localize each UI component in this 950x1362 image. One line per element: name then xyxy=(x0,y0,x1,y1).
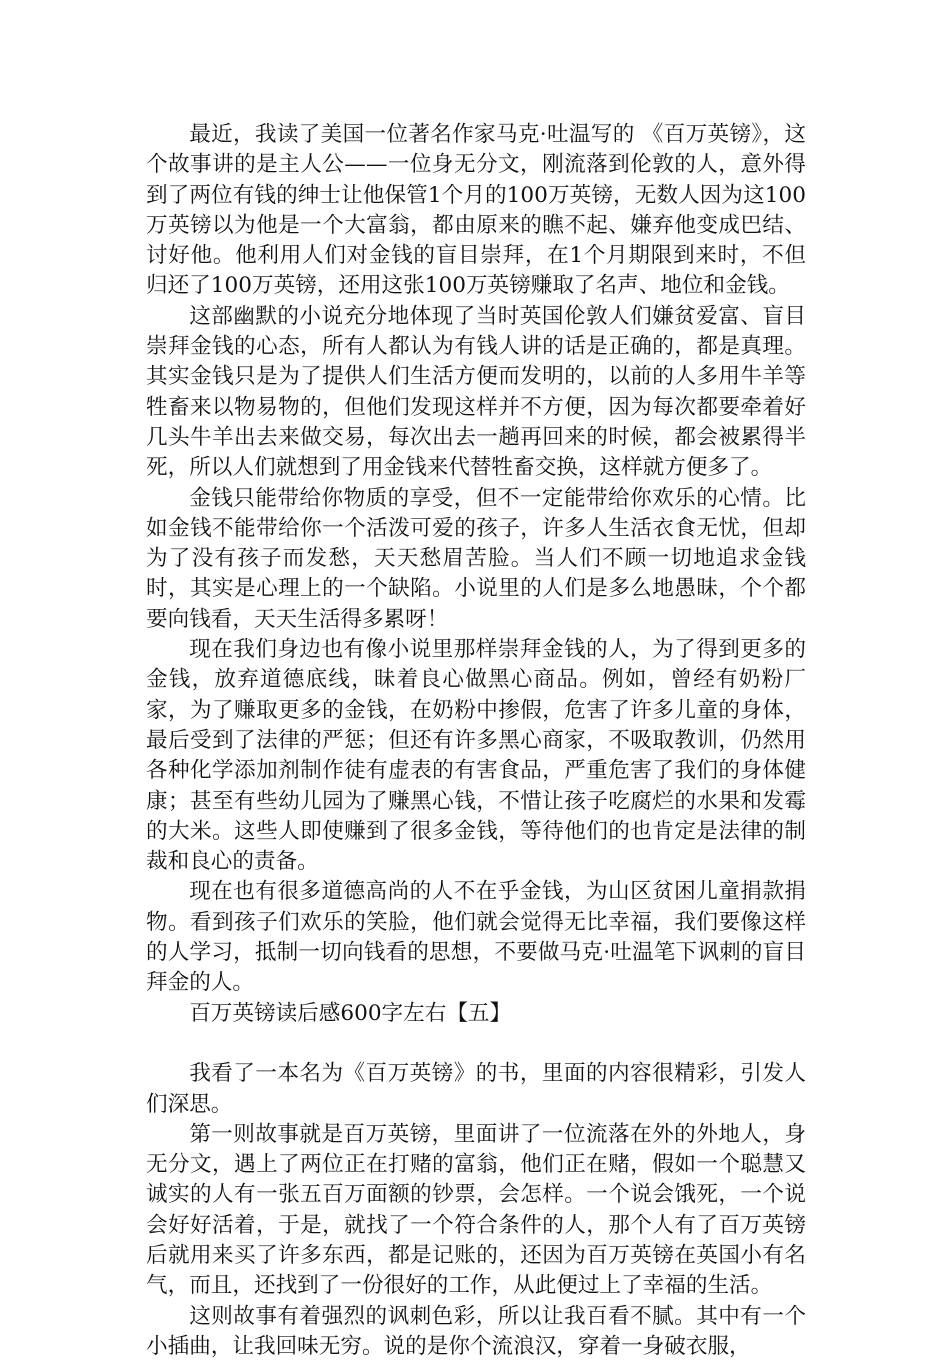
paragraph: 这部幽默的小说充分地体现了当时英国伦敦人们嫌贫爱富、盲目崇拜金钱的心态，所有人都认为有钱人讲的话是正确的，都是真理。其实金钱只是为了提供人们生活方便而发明的，以前的人多用牛羊等牲畜来以物易物的，但他们发现这样并不方便，因为每次都要牵着好几头牛羊出去来做交易，每次出去一趟再回来的时候，都会被累得半死，所以人们就想到了用金钱来代替牲畜交换，这样就方便多了。 xyxy=(146,303,806,481)
section-heading: 百万英镑读后感600字左右【五】 xyxy=(189,1000,512,1026)
blank-line xyxy=(146,1029,806,1059)
paragraph: 现在也有很多道德高尚的人不在乎金钱，为山区贫困儿童捐款捐物。看到孩子们欢乐的笑脸，他们就会觉得无比幸福，我们要像这样的人学习，抵制一切向钱看的思想，不要做马克·吐温笔下讽刺的盲目拜金的人。 xyxy=(146,879,806,996)
paragraph: 我看了一本名为《百万英镑》的书，里面的内容很精彩，引发人们深思。 xyxy=(146,1061,806,1117)
paragraph: 最近，我读了美国一位著名作家马克·吐温写的 《百万英镑》，这个故事讲的是主人公——一位身无分文，刚流落到伦敦的人，意外得到了两位有钱的绅士让他保管1个月的100万英镑，无数人因为这100万英镑以为他是一个大富翁，都由原来的瞧不起、嫌弃他变成巴结、讨好他。他利用人们对金钱的盲目崇拜，在1个月期限到来时，不但归还了100万英镑，还用这张100万英镑赚取了名声、地位和金钱。 xyxy=(146,122,806,299)
paragraph: 这则故事有着强烈的讽刺色彩，所以让我百看不腻。其中有一个小插曲，让我回味无穷。说的是你个流浪汉，穿着一身破衣服， xyxy=(146,1303,806,1359)
paragraph: 第一则故事就是百万英镑，里面讲了一位流落在外的外地人，身无分文，遇上了两位正在打赌的富翁，他们正在赌，假如一个聪慧又诚实的人有一张五百万面额的钞票，会怎样。一个说会饿死，一个说会好好活着，于是，就找了一个符合条件的人，那个人有了百万英镑后就用来买了许多东西，都是记账的，还因为百万英镑在英国小有名气，而且，还找到了一份很好的工作，从此便过上了幸福的生活。 xyxy=(146,1121,806,1299)
document-body xyxy=(146,120,806,1362)
paragraph: 金钱只能带给你物质的享受，但不一定能带给你欢乐的心情。比如金钱不能带给你一个活泼可爱的孩子，许多人生活衣食无忧，但却为了没有孩子而发愁，天天愁眉苦脸。当人们不顾一切地追求金钱时，其实是心理上的一个缺陷。小说里的人们是多么地愚昧，个个都要向钱看，天天生活得多累呀！ xyxy=(146,485,806,632)
paragraph: 现在我们身边也有像小说里那样崇拜金钱的人，为了得到更多的金钱，放弃道德底线，昧着良心做黑心商品。例如，曾经有奶粉厂家，为了赚取更多的金钱，在奶粉中掺假，危害了许多儿童的身体，最后受到了法律的严惩；但还有许多黑心商家，不吸取教训，仍然用各种化学添加剂制作徒有虚表的有害食品，严重危害了我们的身体健康；甚至有些幼儿园为了赚黑心钱，不惜让孩子吃腐烂的水果和发霉的大米。这些人即使赚到了很多金钱，等待他们的也肯定是法律的制裁和良心的责备。 xyxy=(146,637,806,875)
